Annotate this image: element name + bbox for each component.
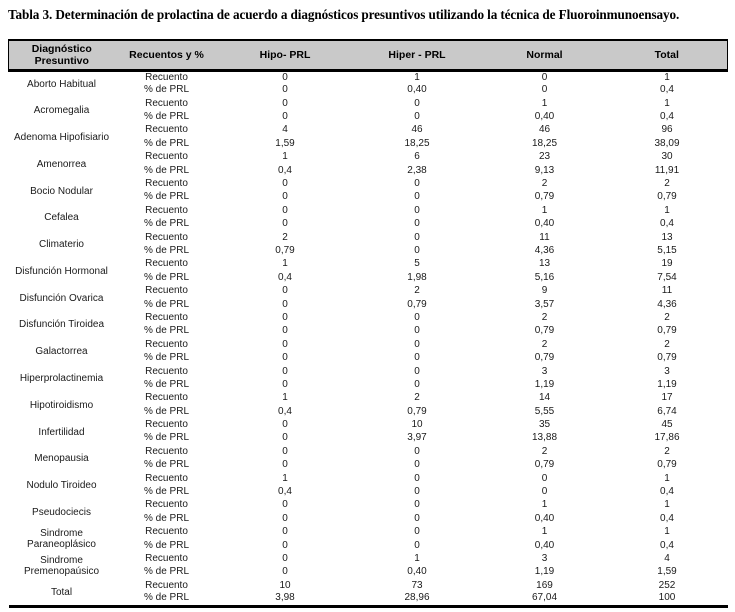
table-title: Tabla 3. Determinación de prolactina de acuerdo a diagnósticos presuntivos utilizando la técnica de Fluoroinmunoensayo.	[8, 7, 680, 22]
col-header-normal: Normal	[483, 40, 607, 71]
hipo-prl-pct: 0	[282, 432, 288, 444]
table-row-recuento	[9, 258, 728, 271]
diagnosis-name: Acromegalia	[33, 105, 90, 117]
row-label-recuento: Recuento	[145, 71, 188, 83]
normal-count: 169	[536, 579, 553, 591]
row-label-pct: % de PRL	[143, 164, 190, 176]
diagnosis-name: Bocio Nodular	[30, 185, 93, 197]
normal-count: 2	[541, 445, 548, 457]
row-label-pct: % de PRL	[143, 111, 190, 123]
table-row-recuento	[9, 151, 728, 164]
table-row-recuento	[9, 499, 728, 512]
total-pct: 38,09	[654, 137, 680, 149]
row-label-recuento: Recuento	[145, 204, 188, 216]
hiper-prl-count: 0	[414, 97, 420, 109]
hiper-prl-pct: 0	[414, 352, 420, 364]
hiper-prl-count: 0	[414, 365, 420, 377]
hipo-prl-count: 0	[282, 285, 288, 297]
row-label-recuento: Recuento	[145, 445, 188, 457]
diagnosis-name: Disfunción Ovarica	[19, 292, 104, 304]
total-pct: 6,74	[657, 405, 677, 417]
hipo-prl-count: 0	[282, 71, 288, 83]
hipo-prl-count: 1	[282, 151, 288, 163]
table-row-recuento	[9, 579, 728, 592]
row-label-recuento: Recuento	[145, 285, 188, 297]
hipo-prl-count: 0	[282, 445, 288, 457]
total-pct: 0,4	[660, 111, 674, 123]
hipo-prl-pct: 0	[282, 566, 288, 578]
hipo-prl-pct: 1,59	[275, 137, 295, 149]
row-label-recuento: Recuento	[145, 258, 188, 270]
hiper-prl-pct: 0	[414, 539, 420, 551]
diagnosis-name: Nodulo Tiroideo	[26, 480, 97, 492]
hiper-prl-count: 73	[411, 579, 423, 591]
normal-count: 35	[538, 419, 551, 431]
diagnosis-name: Cefalea	[44, 212, 79, 224]
table-row-recuento	[9, 231, 728, 244]
hiper-prl-count: 2	[414, 392, 420, 404]
hipo-prl-count: 4	[282, 124, 288, 136]
hipo-prl-count: 2	[282, 231, 288, 243]
table-header-row	[9, 40, 728, 71]
table-row-pct	[9, 566, 728, 579]
hipo-prl-pct: 0	[282, 218, 288, 230]
hipo-prl-pct: 0,4	[278, 405, 292, 417]
row-label-pct: % de PRL	[143, 539, 190, 551]
total-count: 96	[661, 124, 673, 136]
hipo-prl-pct: 0	[282, 84, 288, 96]
col-header-hiper-prl: Hiper - PRL	[352, 40, 483, 71]
table-row-recuento	[9, 124, 728, 137]
col-header-diagnostico-presuntivo: Diagnóstico Presuntivo	[9, 40, 115, 71]
row-label-pct: % de PRL	[143, 137, 190, 149]
table-row-recuento	[9, 419, 728, 432]
hiper-prl-pct: 0	[414, 191, 420, 203]
row-label-pct: % de PRL	[143, 84, 190, 96]
hiper-prl-pct: 0,79	[407, 405, 427, 417]
hiper-prl-pct: 2,38	[407, 164, 427, 176]
total-pct: 0,79	[657, 325, 677, 337]
normal-count: 1	[541, 204, 548, 216]
hipo-prl-pct: 3,98	[275, 592, 295, 604]
hiper-prl-count: 46	[411, 124, 423, 136]
hipo-prl-count: 1	[282, 392, 288, 404]
total-pct: 0,4	[660, 218, 674, 230]
prolactin-table	[8, 39, 728, 608]
normal-count: 2	[541, 311, 548, 323]
normal-count: 46	[538, 124, 551, 136]
col-header-recuentos-y-pct: Recuentos y %	[115, 40, 219, 71]
table-row-pct	[9, 539, 728, 552]
row-label-recuento: Recuento	[145, 499, 188, 511]
total-pct: 1,59	[657, 566, 677, 578]
hiper-prl-count: 6	[414, 151, 420, 163]
diagnosis-name: Infertilidad	[38, 426, 85, 438]
total-pct: 0,4	[660, 512, 674, 524]
normal-count: 9	[541, 285, 548, 297]
total-count: 1	[664, 499, 670, 511]
table-row-recuento	[9, 365, 728, 378]
table-row-pct	[9, 379, 728, 392]
hiper-prl-pct: 0	[414, 378, 420, 390]
hipo-prl-count: 0	[282, 552, 288, 564]
total-count: 45	[661, 419, 673, 431]
hiper-prl-count: 0	[414, 178, 420, 190]
total-pct: 5,15	[657, 245, 677, 256]
hipo-prl-pct: 0	[282, 459, 288, 471]
hipo-prl-pct: 0	[282, 352, 288, 364]
row-label-pct: % de PRL	[143, 218, 190, 230]
total-pct: 1,19	[657, 378, 677, 390]
row-label-recuento: Recuento	[145, 124, 188, 136]
row-label-recuento: Recuento	[145, 526, 188, 538]
normal-count: 14	[538, 392, 551, 404]
diagnosis-name: Climaterio	[38, 239, 84, 251]
hiper-prl-pct: 0	[414, 111, 420, 123]
hipo-prl-count: 10	[279, 579, 291, 591]
total-count: 17	[661, 392, 673, 404]
hipo-prl-count: 1	[282, 258, 288, 270]
hipo-prl-count: 0	[282, 338, 288, 350]
table-row-recuento	[9, 526, 728, 539]
table-body	[9, 71, 728, 607]
table-row-pct	[9, 459, 728, 472]
table-row-pct	[9, 513, 728, 526]
total-count: 2	[664, 338, 670, 350]
hiper-prl-count: 0	[414, 472, 420, 484]
diagnosis-name: Menopausia	[34, 453, 89, 465]
table-row-pct	[9, 352, 728, 365]
row-label-pct: % de PRL	[143, 325, 190, 337]
hiper-prl-pct: 0,40	[407, 84, 427, 96]
row-label-pct: % de PRL	[143, 432, 190, 444]
normal-pct: 0,79	[534, 352, 555, 364]
row-label-recuento: Recuento	[145, 472, 188, 484]
normal-pct: 9,13	[534, 164, 555, 176]
hiper-prl-pct: 3,97	[407, 432, 427, 444]
hipo-prl-count: 0	[282, 204, 288, 216]
row-label-pct: % de PRL	[143, 459, 190, 471]
total-pct: 4,36	[657, 298, 677, 310]
normal-pct: 1,19	[534, 378, 555, 390]
hipo-prl-pct: 0,4	[278, 164, 292, 176]
table-row-pct	[9, 164, 728, 177]
diagnosis-name: Sindrome Premenopaúsico	[23, 554, 100, 578]
row-label-pct: % de PRL	[143, 405, 190, 417]
row-label-pct: % de PRL	[143, 352, 190, 364]
total-pct: 0,79	[657, 352, 677, 364]
total-pct: 0,79	[657, 459, 677, 471]
total-count: 30	[661, 151, 673, 163]
row-label-pct: % de PRL	[143, 378, 190, 390]
hiper-prl-pct: 28,96	[404, 592, 430, 604]
total-count: 3	[664, 365, 670, 377]
table-row-recuento	[9, 472, 728, 485]
col-header-hipo-prl: Hipo- PRL	[219, 40, 352, 71]
row-label-pct: % de PRL	[143, 592, 190, 604]
normal-count: 2	[541, 178, 548, 190]
table-row-pct	[9, 298, 728, 311]
normal-pct: 18,25	[531, 137, 558, 149]
diagnosis-name: Hiperprolactinemia	[19, 373, 104, 385]
normal-pct: 0,79	[534, 325, 555, 337]
total-count: 252	[658, 579, 676, 591]
row-label-recuento: Recuento	[145, 365, 188, 377]
hipo-prl-pct: 0,4	[278, 486, 292, 498]
hiper-prl-count: 0	[414, 338, 420, 350]
row-label-recuento: Recuento	[145, 392, 188, 404]
diagnosis-name: Total	[50, 586, 73, 598]
table-row-pct	[9, 405, 728, 418]
table-row-recuento	[9, 178, 728, 191]
hiper-prl-pct: 18,25	[404, 137, 430, 149]
row-label-pct: % de PRL	[143, 486, 190, 498]
table-row-pct	[9, 245, 728, 258]
row-label-recuento: Recuento	[145, 338, 188, 350]
hiper-prl-count: 0	[414, 445, 420, 457]
row-label-pct: % de PRL	[143, 191, 190, 203]
total-count: 2	[664, 445, 670, 457]
row-label-recuento: Recuento	[145, 151, 188, 163]
table-row-pct	[9, 593, 728, 606]
row-label-pct: % de PRL	[143, 245, 190, 256]
table-row-recuento	[9, 392, 728, 405]
hiper-prl-count: 0	[414, 311, 420, 323]
diagnosis-name: Hipotiroidismo	[29, 399, 94, 411]
diagnosis-name: Disfunción Hormonal	[15, 265, 108, 277]
normal-pct: 3,57	[534, 298, 555, 310]
hipo-prl-pct: 0	[282, 539, 288, 551]
hipo-prl-count: 0	[282, 311, 288, 323]
normal-pct: 67,04	[531, 592, 558, 604]
hiper-prl-count: 0	[414, 204, 420, 216]
normal-count: 0	[541, 472, 548, 484]
normal-pct: 0,40	[534, 512, 555, 524]
hiper-prl-count: 2	[414, 285, 420, 297]
row-label-recuento: Recuento	[145, 419, 188, 431]
total-count: 1	[664, 97, 670, 109]
normal-pct: 5,55	[534, 405, 555, 417]
hipo-prl-pct: 0	[282, 512, 288, 524]
row-label-recuento: Recuento	[145, 178, 188, 190]
table-row-pct	[9, 84, 728, 97]
table-row-pct	[9, 271, 728, 284]
hiper-prl-count: 1	[414, 71, 420, 83]
normal-pct: 0,40	[534, 111, 555, 123]
total-count: 2	[664, 178, 670, 190]
hiper-prl-pct: 1,98	[407, 271, 427, 283]
table-row-pct	[9, 111, 728, 124]
diagnosis-name: Adenoma Hipofisiario	[13, 131, 110, 143]
normal-pct: 4,36	[534, 245, 555, 256]
total-count: 11	[661, 285, 673, 297]
table-row-pct	[9, 432, 728, 445]
normal-pct: 0,40	[534, 539, 555, 551]
hiper-prl-count: 5	[414, 258, 420, 270]
row-label-recuento: Recuento	[145, 231, 188, 243]
normal-pct: 1,19	[534, 566, 555, 578]
normal-count: 1	[541, 97, 548, 109]
table-row-pct	[9, 486, 728, 499]
hipo-prl-pct: 0	[282, 111, 288, 123]
total-count: 2	[664, 311, 670, 323]
row-label-recuento: Recuento	[145, 311, 188, 323]
normal-pct: 5,16	[534, 271, 555, 283]
table-row-recuento	[9, 285, 728, 298]
total-pct: 7,54	[657, 271, 677, 283]
diagnosis-name: Disfunción Tiroidea	[18, 319, 105, 331]
hipo-prl-pct: 0	[282, 325, 288, 337]
table-row-pct	[9, 218, 728, 231]
table-row-recuento	[9, 312, 728, 325]
hipo-prl-pct: 0,79	[275, 245, 295, 256]
hiper-prl-count: 0	[414, 231, 420, 243]
normal-count: 0	[541, 71, 548, 83]
total-pct: 11,91	[654, 164, 680, 176]
normal-pct: 0,79	[534, 459, 555, 471]
hipo-prl-count: 0	[282, 419, 288, 431]
diagnosis-name: Amenorrea	[36, 158, 87, 170]
hiper-prl-pct: 0	[414, 245, 420, 256]
total-pct: 17,86	[654, 432, 680, 444]
total-count: 1	[664, 204, 670, 216]
normal-count: 13	[538, 258, 551, 270]
diagnosis-name: Galactorrea	[35, 346, 88, 358]
table-row-recuento	[9, 97, 728, 110]
hiper-prl-count: 0	[414, 526, 420, 538]
row-label-pct: % de PRL	[143, 566, 190, 578]
hiper-prl-count: 10	[411, 419, 423, 431]
hiper-prl-pct: 0	[414, 486, 420, 498]
table-row-recuento	[9, 446, 728, 459]
hipo-prl-pct: 0	[282, 298, 288, 310]
total-count: 1	[664, 472, 670, 484]
normal-count: 3	[541, 365, 548, 377]
row-label-recuento: Recuento	[145, 97, 188, 109]
normal-count: 2	[541, 338, 548, 350]
table-row-pct	[9, 138, 728, 151]
table-row-recuento	[9, 71, 728, 84]
hipo-prl-count: 0	[282, 97, 288, 109]
diagnosis-name: Pseudociecis	[32, 506, 91, 518]
hipo-prl-count: 0	[282, 178, 288, 190]
table-row-pct	[9, 325, 728, 338]
total-pct: 0,79	[657, 191, 677, 203]
row-label-recuento: Recuento	[145, 579, 188, 591]
hiper-prl-count: 1	[414, 552, 420, 564]
diagnosis-name: Aborto Habitual	[27, 79, 96, 91]
table-row-pct	[9, 191, 728, 204]
table-row-recuento	[9, 553, 728, 566]
row-label-pct: % de PRL	[143, 512, 190, 524]
total-pct: 0,4	[660, 539, 674, 551]
hipo-prl-count: 0	[282, 526, 288, 538]
hipo-prl-count: 0	[282, 499, 288, 511]
hipo-prl-count: 0	[282, 365, 288, 377]
row-label-pct: % de PRL	[143, 298, 190, 310]
hipo-prl-pct: 0,4	[278, 271, 292, 283]
total-pct: 100	[658, 592, 676, 604]
normal-pct: 13,88	[531, 432, 558, 444]
normal-count: 3	[541, 552, 548, 564]
document-page	[0, 7, 735, 612]
total-count: 19	[661, 258, 673, 270]
hiper-prl-pct: 0	[414, 459, 420, 471]
hiper-prl-pct: 0	[414, 512, 420, 524]
table-row-recuento	[9, 338, 728, 351]
total-count: 1	[664, 526, 670, 538]
hipo-prl-count: 1	[282, 472, 288, 484]
total-pct: 0,4	[660, 84, 674, 96]
normal-count: 23	[538, 151, 551, 163]
hipo-prl-pct: 0	[282, 378, 288, 390]
hiper-prl-pct: 0	[414, 325, 420, 337]
hiper-prl-pct: 0,79	[407, 298, 427, 310]
normal-pct: 0	[541, 486, 548, 498]
total-count: 4	[664, 552, 670, 564]
normal-pct: 0,79	[534, 191, 555, 203]
row-label-recuento: Recuento	[145, 552, 188, 564]
hiper-prl-count: 0	[414, 499, 420, 511]
col-header-total: Total	[607, 40, 728, 71]
normal-pct: 0,40	[534, 218, 555, 230]
hipo-prl-pct: 0	[282, 191, 288, 203]
total-count: 13	[661, 231, 673, 243]
hiper-prl-pct: 0	[414, 218, 420, 230]
table-row-recuento	[9, 205, 728, 218]
total-pct: 0,4	[660, 486, 674, 498]
total-count: 1	[664, 71, 670, 83]
normal-count: 1	[541, 499, 548, 511]
normal-count: 1	[541, 526, 548, 538]
normal-count: 11	[539, 231, 550, 243]
hiper-prl-pct: 0,40	[407, 566, 427, 578]
row-label-pct: % de PRL	[143, 271, 190, 283]
diagnosis-name: Sindrome Paraneoplásico	[27, 528, 96, 551]
normal-pct: 0	[541, 84, 548, 96]
